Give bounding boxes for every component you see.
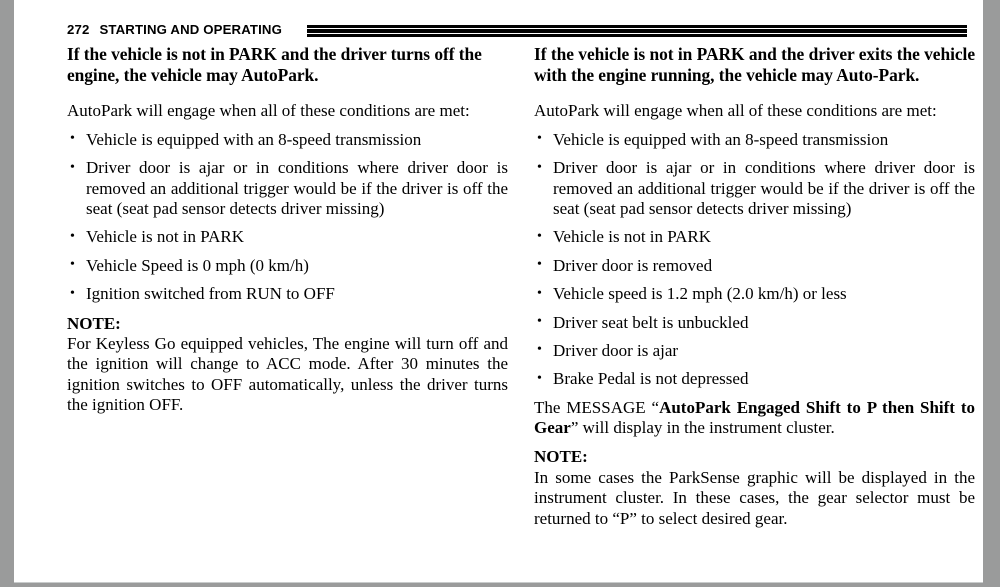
list-item: • Driver seat belt is unbuckled: [534, 313, 975, 333]
page-sheet: [14, 0, 983, 583]
header-label: [67, 22, 282, 37]
left-column: [67, 44, 508, 582]
list-item: • Vehicle is equipped with an 8-speed transmission: [534, 130, 975, 150]
page-number: 272: [67, 22, 90, 37]
note-title: NOTE:: [67, 313, 121, 333]
list-item: • Ignition switched from RUN to OFF: [67, 284, 508, 304]
header-rule-bar: [307, 25, 967, 37]
section-title: STARTING AND OPERATING: [99, 22, 282, 37]
message-suffix: ” will display in the instrument cluster.: [570, 418, 835, 438]
note-body: For Keyless Go equipped vehicles, The engine will turn off and the ignition will change to ACC mode. After 30 minutes the ignition switches to OFF automatically, unless the driver turns the ignition OFF.: [67, 333, 508, 415]
list-item: • Vehicle Speed is 0 mph (0 km/h): [67, 256, 508, 276]
list-item: • Vehicle is not in PARK: [534, 227, 975, 247]
instrument-cluster-message: [534, 398, 975, 439]
list-item: • Driver door is removed: [534, 256, 975, 276]
list-item: • Driver door is ajar: [534, 341, 975, 361]
note-title: NOTE:: [534, 447, 588, 467]
list-item: • Driver door is ajar or in conditions where driver door is removed an additional trigger would be if the driver is off the seat (seat pad sensor detects driver missing): [67, 158, 508, 219]
left-conditions-list: [67, 130, 508, 305]
list-item: • Brake Pedal is not depressed: [534, 369, 975, 389]
message-bold-text: AutoPark Engaged Shift to P then Shift to Gear: [534, 397, 975, 438]
list-item: • Vehicle is equipped with an 8-speed transmission: [67, 130, 508, 150]
right-lead-text: AutoPark will engage when all of these conditions are met:: [534, 101, 937, 121]
list-item: • Vehicle speed is 1.2 mph (2.0 km/h) or less: [534, 284, 975, 304]
list-item: • Driver door is ajar or in conditions where driver door is removed an additional trigger would be if the driver is off the seat (seat pad sensor detects driver missing): [534, 158, 975, 219]
right-conditions-list: [534, 130, 975, 390]
list-item: • Vehicle is not in PARK: [67, 227, 508, 247]
left-note-block: [67, 314, 508, 416]
message-prefix: The MESSAGE “: [534, 397, 660, 417]
right-heading: If the vehicle is not in PARK and the driver exits the vehicle with the engine running, the vehicle may Auto-Park.: [534, 44, 975, 85]
left-lead-text: AutoPark will engage when all of these conditions are met:: [67, 101, 470, 121]
body-columns: [14, 44, 983, 582]
left-heading: If the vehicle is not in PARK and the driver turns off the engine, the vehicle may AutoPark.: [67, 44, 482, 85]
page-header: [14, 0, 983, 44]
note-body: In some cases the ParkSense graphic will be displayed in the instrument cluster. In these cases, the gear selector must be returned to “P” to select desired gear.: [534, 467, 975, 528]
right-column: [534, 44, 975, 582]
right-note-block: [534, 447, 975, 529]
